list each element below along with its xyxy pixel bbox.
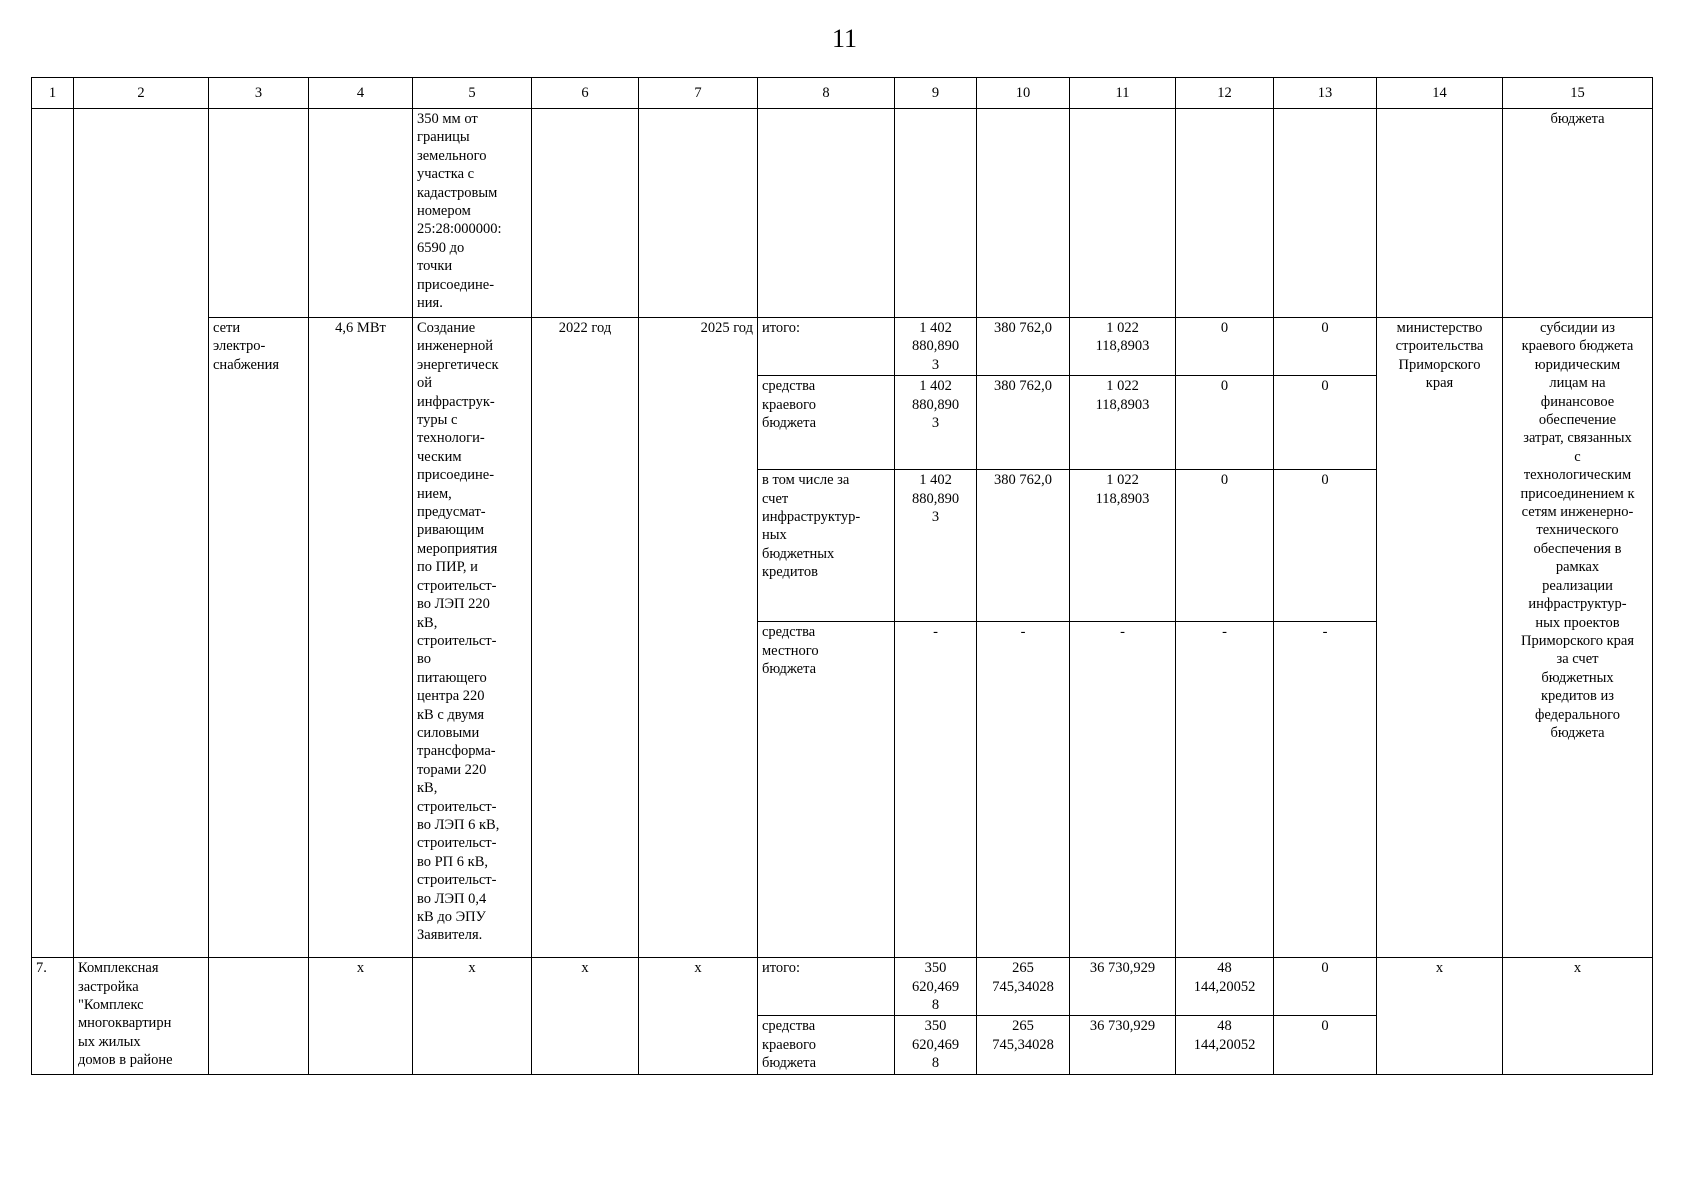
header-cell: 2 [74,78,209,109]
value-cell: 1 022 118,8903 [1070,318,1176,376]
start-year: 2022 год [532,318,639,958]
table-cell [639,109,758,318]
funding-label: итого: [758,318,895,376]
capacity: 4,6 МВт [309,318,413,958]
table-cell [1274,109,1377,318]
value-cell: 0 [1274,1016,1377,1074]
table-cell: x [1503,958,1653,1074]
value-cell: 380 762,0 [977,470,1070,622]
header-cell: 5 [413,78,532,109]
table-cell [1070,109,1176,318]
item-name: Комплексная застройка "Комплекс многоквартирн ых жилых домов в районе [74,958,209,1074]
funding-label: средства краевого бюджета [758,376,895,470]
value-cell: 1 402 880,890 3 [895,318,977,376]
value-cell: 0 [1176,376,1274,470]
table-cell [977,109,1070,318]
value-cell: 1 402 880,890 3 [895,470,977,622]
table-cell: x [309,958,413,1074]
value-cell: - [977,622,1070,958]
end-year: 2025 год [639,318,758,958]
responsible-ministry: министерство строительства Приморского края [1377,318,1503,958]
value-cell: 350 620,469 8 [895,1016,977,1074]
header-cell: 13 [1274,78,1377,109]
value-cell: 48 144,20052 [1176,1016,1274,1074]
value-cell: 265 745,34028 [977,958,1070,1016]
header-cell: 1 [32,78,74,109]
value-cell: 36 730,929 [1070,958,1176,1016]
table-cell [1176,109,1274,318]
table-cell [74,109,209,958]
table-row [32,958,1653,1016]
table-cell [758,109,895,318]
table-cell [895,109,977,318]
header-cell: 12 [1176,78,1274,109]
value-cell: 48 144,20052 [1176,958,1274,1016]
value-cell: 0 [1176,470,1274,622]
value-cell: 1 402 880,890 3 [895,376,977,470]
header-cell: 4 [309,78,413,109]
table-cell: x [639,958,758,1074]
header-cell: 9 [895,78,977,109]
table-cell [309,109,413,318]
header-row [32,78,1653,109]
header-cell: 8 [758,78,895,109]
table-cell: x [1377,958,1503,1074]
header-cell: 15 [1503,78,1653,109]
item-number: 7. [32,958,74,1074]
network-type: сети электро- снабжения [209,318,309,958]
value-cell: 380 762,0 [977,318,1070,376]
table-cell [532,109,639,318]
value-cell: 0 [1274,318,1377,376]
value-cell: - [1070,622,1176,958]
value-cell: 380 762,0 [977,376,1070,470]
funding-label: итого: [758,958,895,1016]
value-cell: 1 022 118,8903 [1070,376,1176,470]
table-row [32,318,1653,376]
table-cell [32,109,74,958]
value-cell: 0 [1274,958,1377,1016]
value-cell: - [895,622,977,958]
budget-table [31,77,1653,1075]
table-row [32,109,1653,318]
funding-source: субсидии из краевого бюджета юридическим лицам на финансовое обеспечение затрат, связанных с технологическим присоединением к сетям инженерно- технического обеспечения в рамках реализации инфраструктур- ных проектов Приморского края за счет бюджетных кредитов из федерального бюджета [1503,318,1653,958]
value-cell: 0 [1176,318,1274,376]
value-cell: 350 620,469 8 [895,958,977,1016]
table-cell: x [532,958,639,1074]
value-cell: 265 745,34028 [977,1016,1070,1074]
value-cell: - [1176,622,1274,958]
header-cell: 11 [1070,78,1176,109]
funding-label: в том числе за счет инфраструктур- ных бюджетных кредитов [758,470,895,622]
value-cell: 1 022 118,8903 [1070,470,1176,622]
value-cell: - [1274,622,1377,958]
table-cell [209,958,309,1074]
header-cell: 7 [639,78,758,109]
value-cell: 0 [1274,470,1377,622]
object-description: Создание инженерной энергетическ ой инфраструк- туры с технологи- ческим присоедине- нием, предусмат- ривающим мероприятия по ПИР, и строительст- во ЛЭП 220 кВ, строительст- во питающего центра 220 кВ с двумя силовыми трансформа- торами 220 кВ, строительст- во ЛЭП 6 кВ, строительст- во РП 6 кВ, строительст- во ЛЭП 0,4 кВ до ЭПУ Заявителя. [413,318,532,958]
funding-label: средства местного бюджета [758,622,895,958]
funding-label: средства краевого бюджета [758,1016,895,1074]
table-cell [209,109,309,318]
header-cell: 10 [977,78,1070,109]
value-cell: 0 [1274,376,1377,470]
header-cell: 14 [1377,78,1503,109]
funding-source-cont: бюджета [1503,109,1653,318]
table-cell [1377,109,1503,318]
value-cell: 36 730,929 [1070,1016,1176,1074]
object-description-cont: 350 мм от границы земельного участка с кадастровым номером 25:28:000000: 6590 до точки присоедине- ния. [413,109,532,318]
table-cell: x [413,958,532,1074]
page-number: 11 [831,24,858,53]
header-cell: 6 [532,78,639,109]
header-cell: 3 [209,78,309,109]
